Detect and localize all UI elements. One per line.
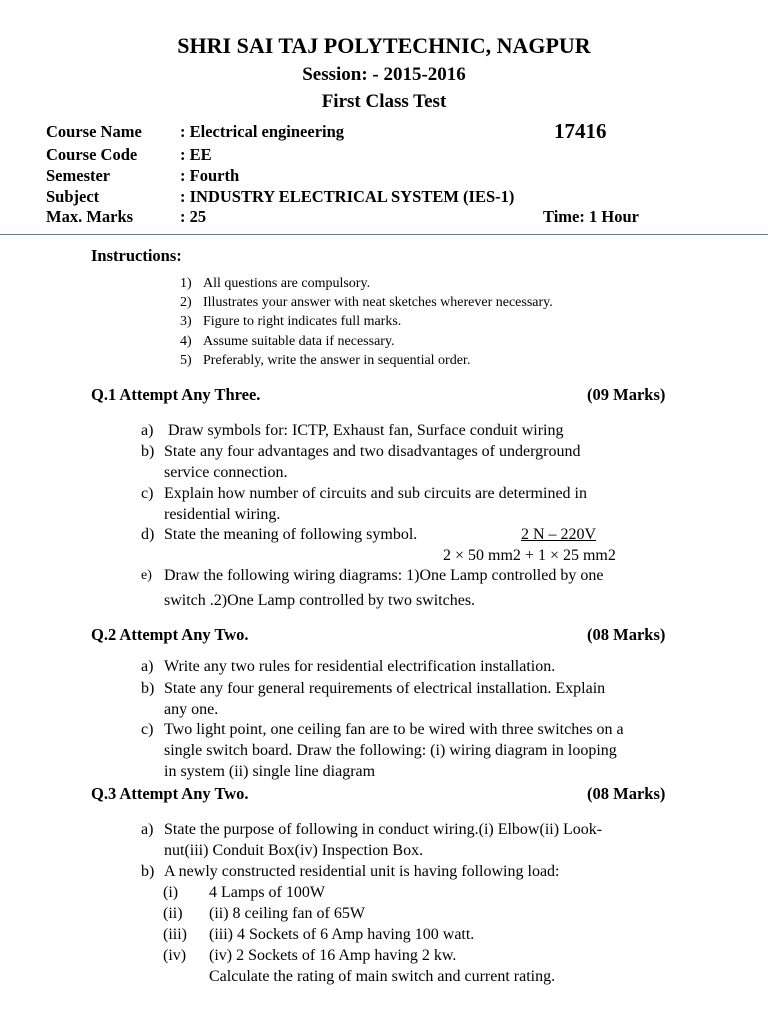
load-text: (ii) 8 ceiling fan of 65W [209,905,365,922]
semester-value: : Fourth [180,166,240,185]
q2-b-text: State any four general requirements of electrical installation. Explain [164,680,606,697]
q2-c-text-cont: in system (ii) single line diagram [164,763,376,780]
max-marks-label: Max. Marks [46,207,134,226]
max-marks-value: : 25 [180,207,207,226]
q3-a-text: State the purpose of following in conduct wiring.(i) Elbow(ii) Look- [164,821,603,838]
load-text: 4 Lamps of 100W [209,884,325,901]
course-code-value: : EE [180,145,212,164]
q1-heading: Q.1 Attempt Any Three. [91,385,261,404]
instruction-item: 3) Figure to right indicates full marks. [180,314,402,329]
q1-e-letter: e) [141,568,152,583]
instructions-heading: Instructions: [91,246,182,265]
q1-d-text: State the meaning of following symbol. [164,526,418,543]
q1-a-letter: a) [141,422,154,439]
test-title: First Class Test [321,91,447,112]
instruction-item: 5) Preferably, write the answer in sequential order. [180,353,471,368]
q3-marks: (08 Marks) [587,784,666,803]
session-line: Session: - 2015-2016 [302,64,466,85]
course-code-label: Course Code [46,145,138,164]
q3-heading: Q.3 Attempt Any Two. [91,784,249,803]
q1-b-text: State any four advantages and two disadvantages of underground [164,443,581,460]
subject-value: : INDUSTRY ELECTRICAL SYSTEM (IES-1) [180,187,515,206]
q1-d-letter: d) [141,526,155,543]
q1-a-text: Draw symbols for: ICTP, Exhaust fan, Surface conduit wiring [168,422,564,439]
instruction-item: 1) All questions are compulsory. [180,276,371,291]
q2-c-text-cont: single switch board. Draw the following: (i) wiring diagram in looping [164,742,617,759]
q2-b-text-cont: any one. [164,701,219,718]
q2-heading: Q.2 Attempt Any Two. [91,625,249,644]
header-divider [0,234,768,235]
time-allowed: Time: 1 Hour [543,207,639,226]
subject-label: Subject [46,187,100,206]
q1-d-symbol-top: 2 N – 220V [521,526,597,543]
q1-e-text: Draw the following wiring diagrams: 1)One Lamp controlled by one [164,567,604,584]
q3-b-text: A newly constructed residential unit is having following load: [164,863,560,880]
q3-b-final: Calculate the rating of main switch and current rating. [209,968,556,985]
institute-title: SHRI SAI TAJ POLYTECHNIC, NAGPUR [177,33,591,58]
load-text: (iii) 4 Sockets of 6 Amp having 100 watt. [209,926,475,943]
q3-a-letter: a) [141,821,154,838]
q1-c-text: Explain how number of circuits and sub circuits are determined in [164,485,587,502]
q1-b-text-cont: service connection. [164,464,288,481]
q2-marks: (08 Marks) [587,625,666,644]
q3-b-letter: b) [141,863,155,880]
load-text: (iv) 2 Sockets of 16 Amp having 2 kw. [209,947,457,964]
q1-c-text-cont: residential wiring. [164,506,281,523]
course-name-value: : Electrical engineering [180,122,345,141]
q2-c-letter: c) [141,721,154,738]
load-num: (iv) [163,947,187,964]
q1-b-letter: b) [141,443,155,460]
instruction-item: 2) Illustrates your answer with neat sketches wherever necessary. [180,295,553,310]
q1-e-text-cont: switch .2)One Lamp controlled by two switches. [164,592,476,609]
load-num: (iii) [163,926,187,943]
q3-a-text-cont: nut(iii) Conduit Box(iv) Inspection Box. [164,842,424,859]
course-name-label: Course Name [46,122,142,141]
paper-code: 17416 [554,119,607,143]
q1-c-letter: c) [141,485,154,502]
load-num: (ii) [163,905,183,922]
semester-label: Semester [46,166,111,185]
load-num: (i) [163,884,179,901]
instruction-item: 4) Assume suitable data if necessary. [180,334,395,349]
q1-marks: (09 Marks) [587,385,666,404]
q2-c-text: Two light point, one ceiling fan are to be wired with three switches on a [164,721,624,738]
q2-b-letter: b) [141,680,155,697]
q2-a-text: Write any two rules for residential electrification installation. [164,658,556,675]
q2-a-letter: a) [141,658,154,675]
q1-d-symbol-bottom: 2 × 50 mm2 + 1 × 25 mm2 [443,547,616,564]
